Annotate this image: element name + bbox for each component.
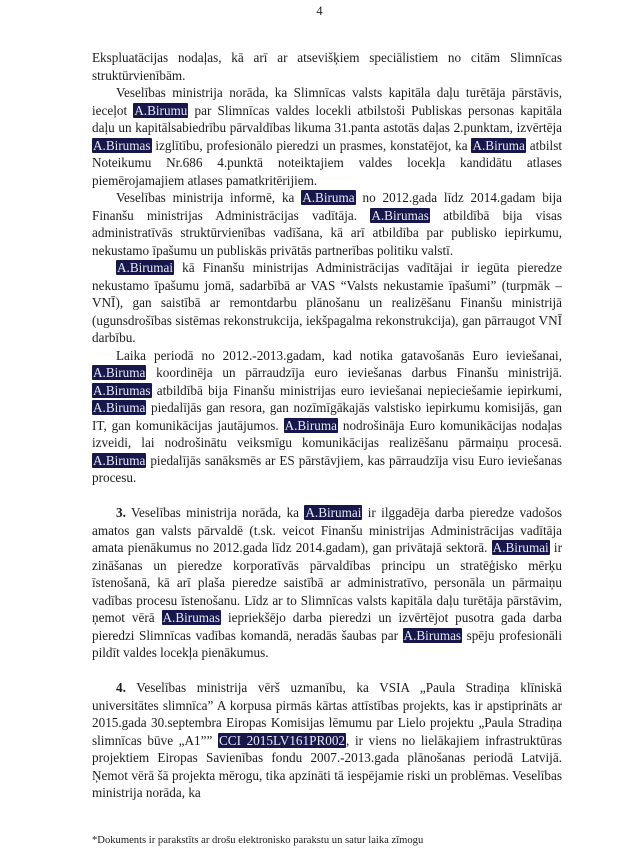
- text-run: iepriekšējo darba pieredzi un izvērtējot pusotra gada darba pieredzi Slimnīcas vadības komandā, neradās šaubas par: [92, 610, 563, 643]
- redacted-text: A.Biruma: [93, 400, 146, 415]
- redacted-text: A.Birumu: [134, 102, 188, 118]
- redacted-text: A.Birumas: [93, 382, 151, 398]
- text-run: atbildībā bija Finanšu ministrijas euro ieviešanai nepieciešamie iepirkumi,: [151, 382, 562, 398]
- text-run: Ekspluatācijas nodaļas, kā arī ar atsevišķiem speciālistiem no citām Slimnīcas struktūrvienībām.: [92, 50, 562, 83]
- text-run: piedalījās sanāksmēs ar ES pārstāvjiem, kas pārraudzīja visu Euro ieviešanas procesu.: [92, 452, 562, 485]
- text-run: ir zināšanas un pieredze korporatīvās pārvaldības principu un stratēģisko mērķu īstenošanā, kā arī plaša pieredze saistībā ar administratīvo, personāla un pārmaiņu vadības procesu īstenošanu. Līdz ar to Slimnīcas valsts kapitāla daļu turētāja pārstāvim, ņemot vērā: [92, 540, 562, 625]
- text-run: Laika periodā no 2012.-2013.gadam, kad notika gatavošanās Euro ieviešanai,: [116, 347, 562, 363]
- paragraph: [92, 259, 562, 347]
- redacted-text: A.Birumai: [117, 260, 174, 275]
- redacted-text: A.Biruma: [472, 137, 525, 153]
- text-run: kā Finanšu ministrijas Administrācijas vadītājai ir iegūta pieredze nekustamo īpašumu jomā, sadarbībā ar VAS “Valsts nekustamie īpašumi” (turpmāk – VNĪ), gan saistībā ar remontdarbu plānošanu un realizēšanu Finanšu ministrijā (ugunsdrošības sistēmas rekonstrukcija, iekšpagalma rekonstrukcija), gan pārraugot VNĪ darbību.: [92, 260, 562, 345]
- paragraph: [92, 504, 562, 662]
- text-run: par Slimnīcas valdes locekli atbilstoši Publiskas personas kapitāla daļu un kapitālsabiedrību pārvaldības likuma 31.panta astotās daļas 2.punktam, izvērtēja: [92, 102, 562, 135]
- text-run: nodrošināja Euro komunikācijas nodaļas izveidi, lai nodrošinātu veiksmīgu komunikācijas realizēšanu pārmaiņu procesā.: [92, 417, 562, 450]
- text-run: Veselības ministrija vērš uzmanību, ka VSIA „Paula Stradiņa klīniskā universitātes slimnīca” A korpusa pirmās kārtas attīstības projekts, kas ir apstiprināts ar 2015.gada 30.septembra Eiropas Komisijas lēmumu par Lielo projektu „Paula Stradiņa slimnīcas būve „A1””: [92, 680, 562, 748]
- document-body: [92, 49, 562, 802]
- text-run: koordinēja un pārraudzīja euro ieviešanas darbus Finanšu ministrijā.: [146, 365, 562, 380]
- text-run: spēju profesionāli pildīt valdes locekļa pienākumus.: [92, 627, 562, 660]
- paragraph: [92, 347, 562, 487]
- text-run: atbilst Noteikumu Nr.686 4.punktā noteiktajiem valdes locekļa kandidātu atlases piemērojamajiem atlases pamatkritērijiem.: [92, 137, 562, 188]
- text-run: Veselības ministrija norāda, ka Slimnīcas valsts kapitāla daļu turētāja pārstāvis, ieceļot: [92, 85, 562, 118]
- text-run: izglītību, profesionālo pieredzi un prasmes, konstatējot, ka: [151, 137, 472, 153]
- redacted-text: A.Biruma: [284, 417, 337, 433]
- paragraph: [92, 679, 562, 802]
- text-run: , ir viens no lielākajiem infrastruktūras projektiem Eiropas Savienības fondu 2007.-2013.gada plānošanas periodā Latvijā. Ņemot vērā šā projekta mērogu, tika apzināti tā iespējamie riski un problēmas. Veselības ministrija norāda, ka: [92, 732, 562, 800]
- redacted-text: A.Birumas: [162, 610, 221, 625]
- redacted-text: A.Biruma: [93, 365, 146, 380]
- text-run: ir ilggadēja darba pieredze vadošos amatos gan valsts pārvaldē (t.sk. veicot Finanšu ministrijas Administrācijas vadītāja amata pienākumus no 2012.gada līdz 2014.gadam), gan privātajā sektorā.: [92, 505, 562, 555]
- page-number: 4: [316, 4, 323, 18]
- text-run: atbildībā bija visas administratīvās struktūrvienības vadīšana, kā arī atbildība par publisko iepirkumu, nekustamo īpašumu un publiskās privātās partnerības politiku valstī.: [92, 207, 562, 258]
- footer-signature-note: *Dokuments ir parakstīts ar drošu elektronisko parakstu un satur laika zīmogu: [92, 835, 424, 846]
- redacted-text: A.Birumas: [403, 627, 462, 643]
- text-run: no 2012.gada līdz 2014.gadam bija Finanšu ministrijas Administrācijas vadītāja.: [92, 190, 562, 223]
- redacted-text: CCI 2015LV161PR002: [218, 732, 346, 748]
- paragraph-number: 3.: [116, 505, 126, 520]
- paragraph: [92, 84, 562, 189]
- text-run: Veselības ministrija informē, ka: [116, 190, 302, 205]
- redacted-text: A.Birumas: [93, 137, 151, 153]
- redacted-text: A.Birumai: [305, 505, 362, 520]
- redacted-text: A.Birumas: [371, 207, 429, 223]
- redacted-text: A.Birumai: [492, 540, 549, 555]
- redacted-text: A.Biruma: [93, 452, 146, 468]
- paragraph: [92, 189, 562, 259]
- paragraph: [92, 49, 562, 84]
- text-run: Veselības ministrija norāda, ka: [125, 505, 305, 520]
- text-run: piedalījās gan resora, gan nozīmīgākajās valstisko iepirkumu komisijās, gan IT, gan komunikācijas jautājumos.: [92, 400, 562, 433]
- paragraph-number: 4.: [116, 680, 126, 695]
- redacted-text: A.Biruma: [302, 190, 355, 205]
